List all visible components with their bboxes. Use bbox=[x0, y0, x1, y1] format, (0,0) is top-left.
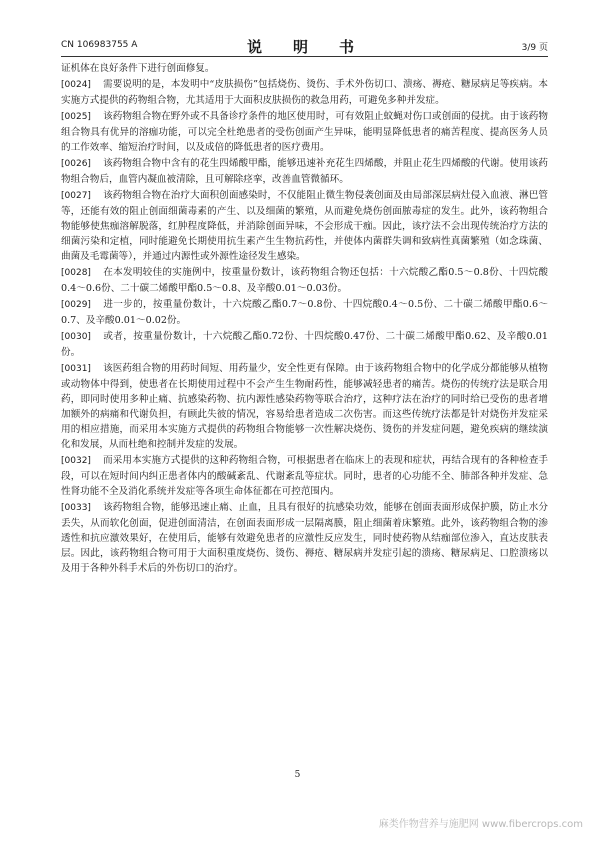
paragraph-number: [0024] bbox=[61, 80, 91, 90]
paragraph-0031 bbox=[61, 361, 548, 452]
paragraph-0026 bbox=[61, 156, 548, 187]
page-title: 说 明 书 bbox=[246, 38, 362, 56]
document-body bbox=[61, 61, 548, 577]
paragraph-text: 该药物组合物在治疗大面积创面感染时，不仅能阻止微生物侵袭创面及由局部深层病灶侵入血液、淋巴管等，还能有效的阻止创面细菌毒素的产生、以及细菌的繁殖，从而避免烧伤创面脓毒症的发生。此外，该药物组合物能够使焦痂溶解脱落，红肿程度降低，并消除创面异味，不会形成干痂。因此，该疗法不会出现传统治疗方法的细菌污染和定植，同时能避免长期使用抗生素产生生物抗药性，并使体内菌群失调和致病性真菌繁殖（如念珠菌、曲菌及毛霉菌等），并通过内源性或外源性途径发生感染。 bbox=[61, 190, 548, 262]
paragraph-text: 该医药组合物的用药时间短、用药量少，安全性更有保障。由于该药物组合物中的化学成分都能够从植物或动物体中得到，使患者在长期使用过程中不会产生生物耐药性，能够减轻患者的痛苦。烧伤的传统疗法是联合用药，即同时使用多种止痛、抗感染药物、抗内源性感染药物等联合治疗，这种疗法在治疗的同时给已受伤的患者增加额外的病痛和代谢负担，有顾此失彼的情况，容易给患者造成二次伤害。而这些传统疗法都是针对烧伤并发症采用的相应措施，而采用本实施方式提供的药物组合物能够一次性解决烧伤、烫伤的并发症问题，避免疾病的继续演化和发展，从而杜绝和控制并发症的发展。 bbox=[61, 363, 548, 450]
paragraph-text: 进一步的，按重量份数计，十六烷酸乙酯0.7～0.8份、十四烷酸0.4～0.5份、二十碳二烯酸甲酯0.6～0.7、及辛酸0.01～0.02份。 bbox=[61, 299, 548, 326]
page-indicator: 3/9 页 bbox=[521, 43, 548, 53]
page-number: 5 bbox=[294, 770, 301, 780]
paragraph-0028 bbox=[61, 265, 548, 296]
paragraph-number: [0032] bbox=[61, 456, 91, 466]
paragraph-number: [0026] bbox=[61, 159, 91, 169]
page-header bbox=[61, 36, 548, 57]
paragraph-number: [0033] bbox=[61, 503, 91, 513]
paragraph-0030 bbox=[61, 329, 548, 360]
paragraph-0024 bbox=[61, 77, 548, 108]
patent-number: CN 106983755 A bbox=[61, 40, 138, 50]
paragraph-number: [0029] bbox=[61, 300, 91, 310]
paragraph-0029 bbox=[61, 297, 548, 328]
paragraph-text: 该药物组合物，能够迅速止痛、止血，且具有很好的抗感染功效，能够在创面表面形成保护膜，防止水分丢失，从而软化创面，促进创面清洁，在创面表面形成一层隔离膜，阻止细菌着床繁殖。此外，该药物组合物的渗透性和抗应激效果好，在使用后，能够有效避免患者的应激性反应发生，同时使药物从结痂部位渗入，直达皮肤表层。因此，该药物组合物可用于大面积重度烧伤、烫伤、褥疮、糖尿病并发症引起的溃疡、糖尿病足、口腔溃疡以及用于各种外科手术后的外伤切口的治疗。 bbox=[61, 502, 548, 574]
paragraph-text: 而采用本实施方式提供的这种药物组合物，可根据患者在临床上的表现和症状，再结合现有的各种检查手段，可以在短时间内纠正患者体内的酸碱紊乱、代谢紊乱等症状。同时，患者的心功能不全、肺部各种并发症、急性肾功能不全及消化系统并发症等各项生命体征都在可控范围内。 bbox=[61, 455, 548, 497]
paragraph-text: 需要说明的是，本发明中“皮肤损伤”包括烧伤、烫伤、手术外伤切口、溃疡、褥疮、糖尿病足等疾病。本实施方式提供的药物组合物，尤其适用于大面积皮肤损伤的救急用药，可避免多种并发症。 bbox=[61, 79, 548, 106]
paragraph-number: [0031] bbox=[61, 364, 91, 374]
paragraph-0033 bbox=[61, 500, 548, 576]
paragraph-continued bbox=[61, 61, 548, 76]
paragraph-number: [0030] bbox=[61, 332, 91, 342]
paragraph-number: [0025] bbox=[61, 112, 91, 122]
paragraph-0025 bbox=[61, 109, 548, 155]
paragraph-0032 bbox=[61, 453, 548, 499]
paragraph-text: 在本发明较佳的实施例中，按重量份数计，该药物组合物还包括：十六烷酸乙酯0.5～0.8份、十四烷酸0.4～0.6份、二十碳二烯酸甲酯0.5～0.8、及辛酸0.01～0.03份。 bbox=[61, 267, 548, 294]
paragraph-text: 该药物组合物在野外或不具备诊疗条件的地区使用时，可有效阻止蚊蝇对伤口或创面的侵扰。由于该药物组合物具有优异的溶痂功能，可以完全杜绝患者的受伤创面产生异味，能明显降低患者的痛苦程度、提高医务人员的工作效率、缩短治疗时间，以及成倍的降低患者的医疗费用。 bbox=[61, 111, 548, 153]
watermark: 麻类作物营养与施肥网 www.fibercrops.com bbox=[378, 819, 583, 830]
paragraph-text: 或者，按重量份数计，十六烷酸乙酯0.72份、十四烷酸0.47份、二十碳二烯酸甲酯0.62、及辛酸0.01份。 bbox=[61, 331, 548, 358]
paragraph-number: [0028] bbox=[61, 268, 91, 278]
paragraph-0027 bbox=[61, 188, 548, 264]
paragraph-number: [0027] bbox=[61, 191, 91, 201]
paragraph-text: 该药物组合物中含有的花生四烯酸甲酯，能够迅速补充花生四烯酸，并阻止花生四烯酸的代谢。使用该药物组合物后，血管内凝血被清除，且可解除痉挛，改善血管微循环。 bbox=[61, 158, 548, 185]
paragraph-text: 证机体在良好条件下进行创面修复。 bbox=[61, 63, 215, 74]
